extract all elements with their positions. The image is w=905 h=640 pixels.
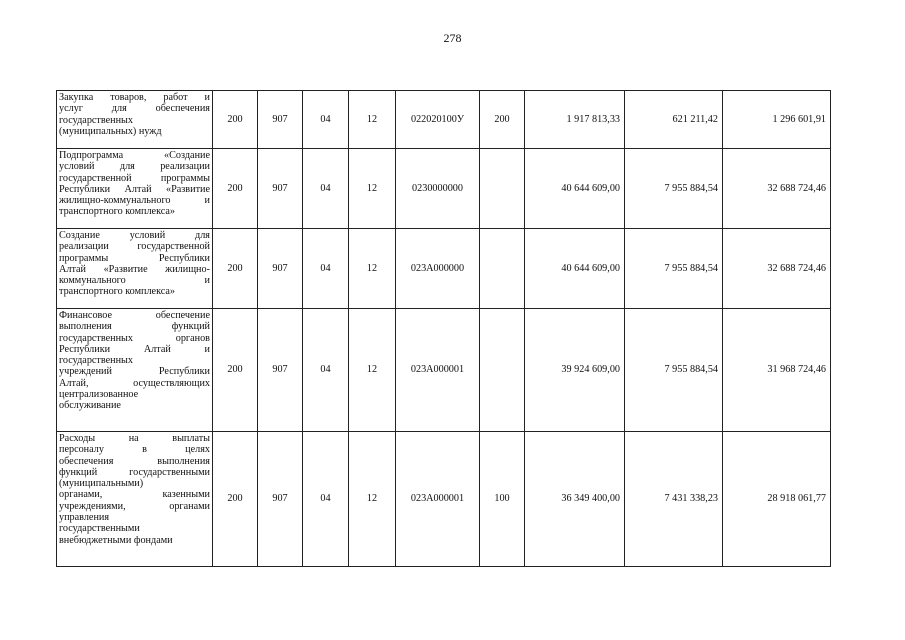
expense-name-line: персоналу в целях (59, 444, 210, 456)
expense-name-line: Республики Алтай «Развитие (59, 183, 210, 195)
expense-name-line: выполнения функций (59, 321, 210, 333)
section-code-cell: 04 (303, 229, 349, 309)
expense-name-line: Закупка товаров, работ и (59, 92, 210, 103)
ministry-code-cell: 907 (258, 91, 303, 149)
budget-table (56, 90, 831, 567)
executed-amount-cell: 7 955 884,54 (625, 229, 723, 309)
expense-name-line: услуг для обеспечения (59, 103, 210, 115)
expense-name-line: Подпрограмма «Создание (59, 150, 210, 161)
expense-name-line: государственных (59, 114, 133, 126)
expense-name-line: жилищно-коммунального и (59, 195, 210, 207)
expense-name-line: Алтай, осуществляющих (59, 377, 210, 389)
table-row (57, 432, 831, 567)
admin-code-cell: 200 (213, 91, 258, 149)
expense-name-line: коммунального и (59, 275, 210, 287)
executed-amount-cell: 7 431 338,23 (625, 432, 723, 567)
remainder-amount-cell: 28 918 061,77 (723, 432, 831, 567)
target-article-cell: 023А000001 (396, 432, 480, 567)
expense-name-cell (57, 149, 213, 229)
expense-name-line: (муниципальными) (59, 478, 144, 490)
table-row (57, 229, 831, 309)
plan-amount-cell: 40 644 609,00 (525, 149, 625, 229)
subsection-code-cell: 12 (349, 149, 396, 229)
expense-name-line: реализации государственной (59, 241, 210, 253)
expense-type-cell: 100 (480, 432, 525, 567)
expense-name-line: функций государственными (59, 466, 210, 478)
plan-amount-cell: 1 917 813,33 (525, 91, 625, 149)
admin-code-cell: 200 (213, 149, 258, 229)
ministry-code-cell: 907 (258, 149, 303, 229)
expense-name-line: государственной программы (59, 172, 210, 184)
expense-name-line: условий для реализации (59, 161, 210, 173)
admin-code-cell: 200 (213, 229, 258, 309)
table-body (57, 91, 831, 567)
expense-name-cell (57, 91, 213, 149)
executed-amount-cell: 621 211,42 (625, 91, 723, 149)
expense-name-line: государственных (59, 355, 133, 367)
expense-name-line: управления (59, 512, 110, 524)
section-code-cell: 04 (303, 309, 349, 432)
expense-name-line: Республики Алтай и (59, 343, 210, 355)
expense-name-line: (муниципальных) нужд (59, 125, 162, 137)
remainder-amount-cell: 1 296 601,91 (723, 91, 831, 149)
expense-type-cell (480, 229, 525, 309)
admin-code-cell: 200 (213, 309, 258, 432)
expense-name-line: учреждений Республики (59, 366, 210, 378)
expense-type-cell: 200 (480, 91, 525, 149)
expense-name-line: транспортного комплекса» (59, 206, 176, 218)
executed-amount-cell: 7 955 884,54 (625, 149, 723, 229)
remainder-amount-cell: 32 688 724,46 (723, 149, 831, 229)
section-code-cell: 04 (303, 149, 349, 229)
expense-name-line: обеспечения выполнения (59, 455, 210, 467)
expense-name-line: учреждениями, органами (59, 500, 210, 512)
subsection-code-cell: 12 (349, 229, 396, 309)
plan-amount-cell: 39 924 609,00 (525, 309, 625, 432)
section-code-cell: 04 (303, 432, 349, 567)
table-row (57, 309, 831, 432)
target-article-cell: 022020100У (396, 91, 480, 149)
remainder-amount-cell: 32 688 724,46 (723, 229, 831, 309)
expense-name-line: Создание условий для (59, 230, 210, 241)
expense-name-line: централизованное (59, 389, 139, 401)
target-article-cell: 023А000001 (396, 309, 480, 432)
subsection-code-cell: 12 (349, 91, 396, 149)
expense-name-line: государственными (59, 523, 140, 535)
expense-name-line: программы Республики (59, 252, 210, 264)
expense-name-line: Алтай «Развитие жилищно- (59, 263, 210, 275)
expense-name-line: транспортного комплекса» (59, 286, 176, 298)
subsection-code-cell: 12 (349, 309, 396, 432)
table-row (57, 91, 831, 149)
ministry-code-cell: 907 (258, 432, 303, 567)
expense-name-cell (57, 229, 213, 309)
expense-name-line: государственных органов (59, 332, 210, 344)
remainder-amount-cell: 31 968 724,46 (723, 309, 831, 432)
target-article-cell: 0230000000 (396, 149, 480, 229)
expense-name-line: обслуживание (59, 400, 121, 412)
admin-code-cell: 200 (213, 432, 258, 567)
expense-name-line: внебюджетными фондами (59, 534, 173, 546)
ministry-code-cell: 907 (258, 309, 303, 432)
expense-name-line: органами, казенными (59, 489, 210, 501)
plan-amount-cell: 36 349 400,00 (525, 432, 625, 567)
expense-name-cell (57, 432, 213, 567)
expense-type-cell (480, 149, 525, 229)
plan-amount-cell: 40 644 609,00 (525, 229, 625, 309)
table-row (57, 149, 831, 229)
executed-amount-cell: 7 955 884,54 (625, 309, 723, 432)
expense-name-cell (57, 309, 213, 432)
expense-type-cell (480, 309, 525, 432)
expense-name-line: Расходы на выплаты (59, 433, 210, 444)
target-article-cell: 023А000000 (396, 229, 480, 309)
subsection-code-cell: 12 (349, 432, 396, 567)
page-number: 278 (443, 31, 462, 45)
ministry-code-cell: 907 (258, 229, 303, 309)
expense-name-line: Финансовое обеспечение (59, 310, 210, 321)
section-code-cell: 04 (303, 91, 349, 149)
